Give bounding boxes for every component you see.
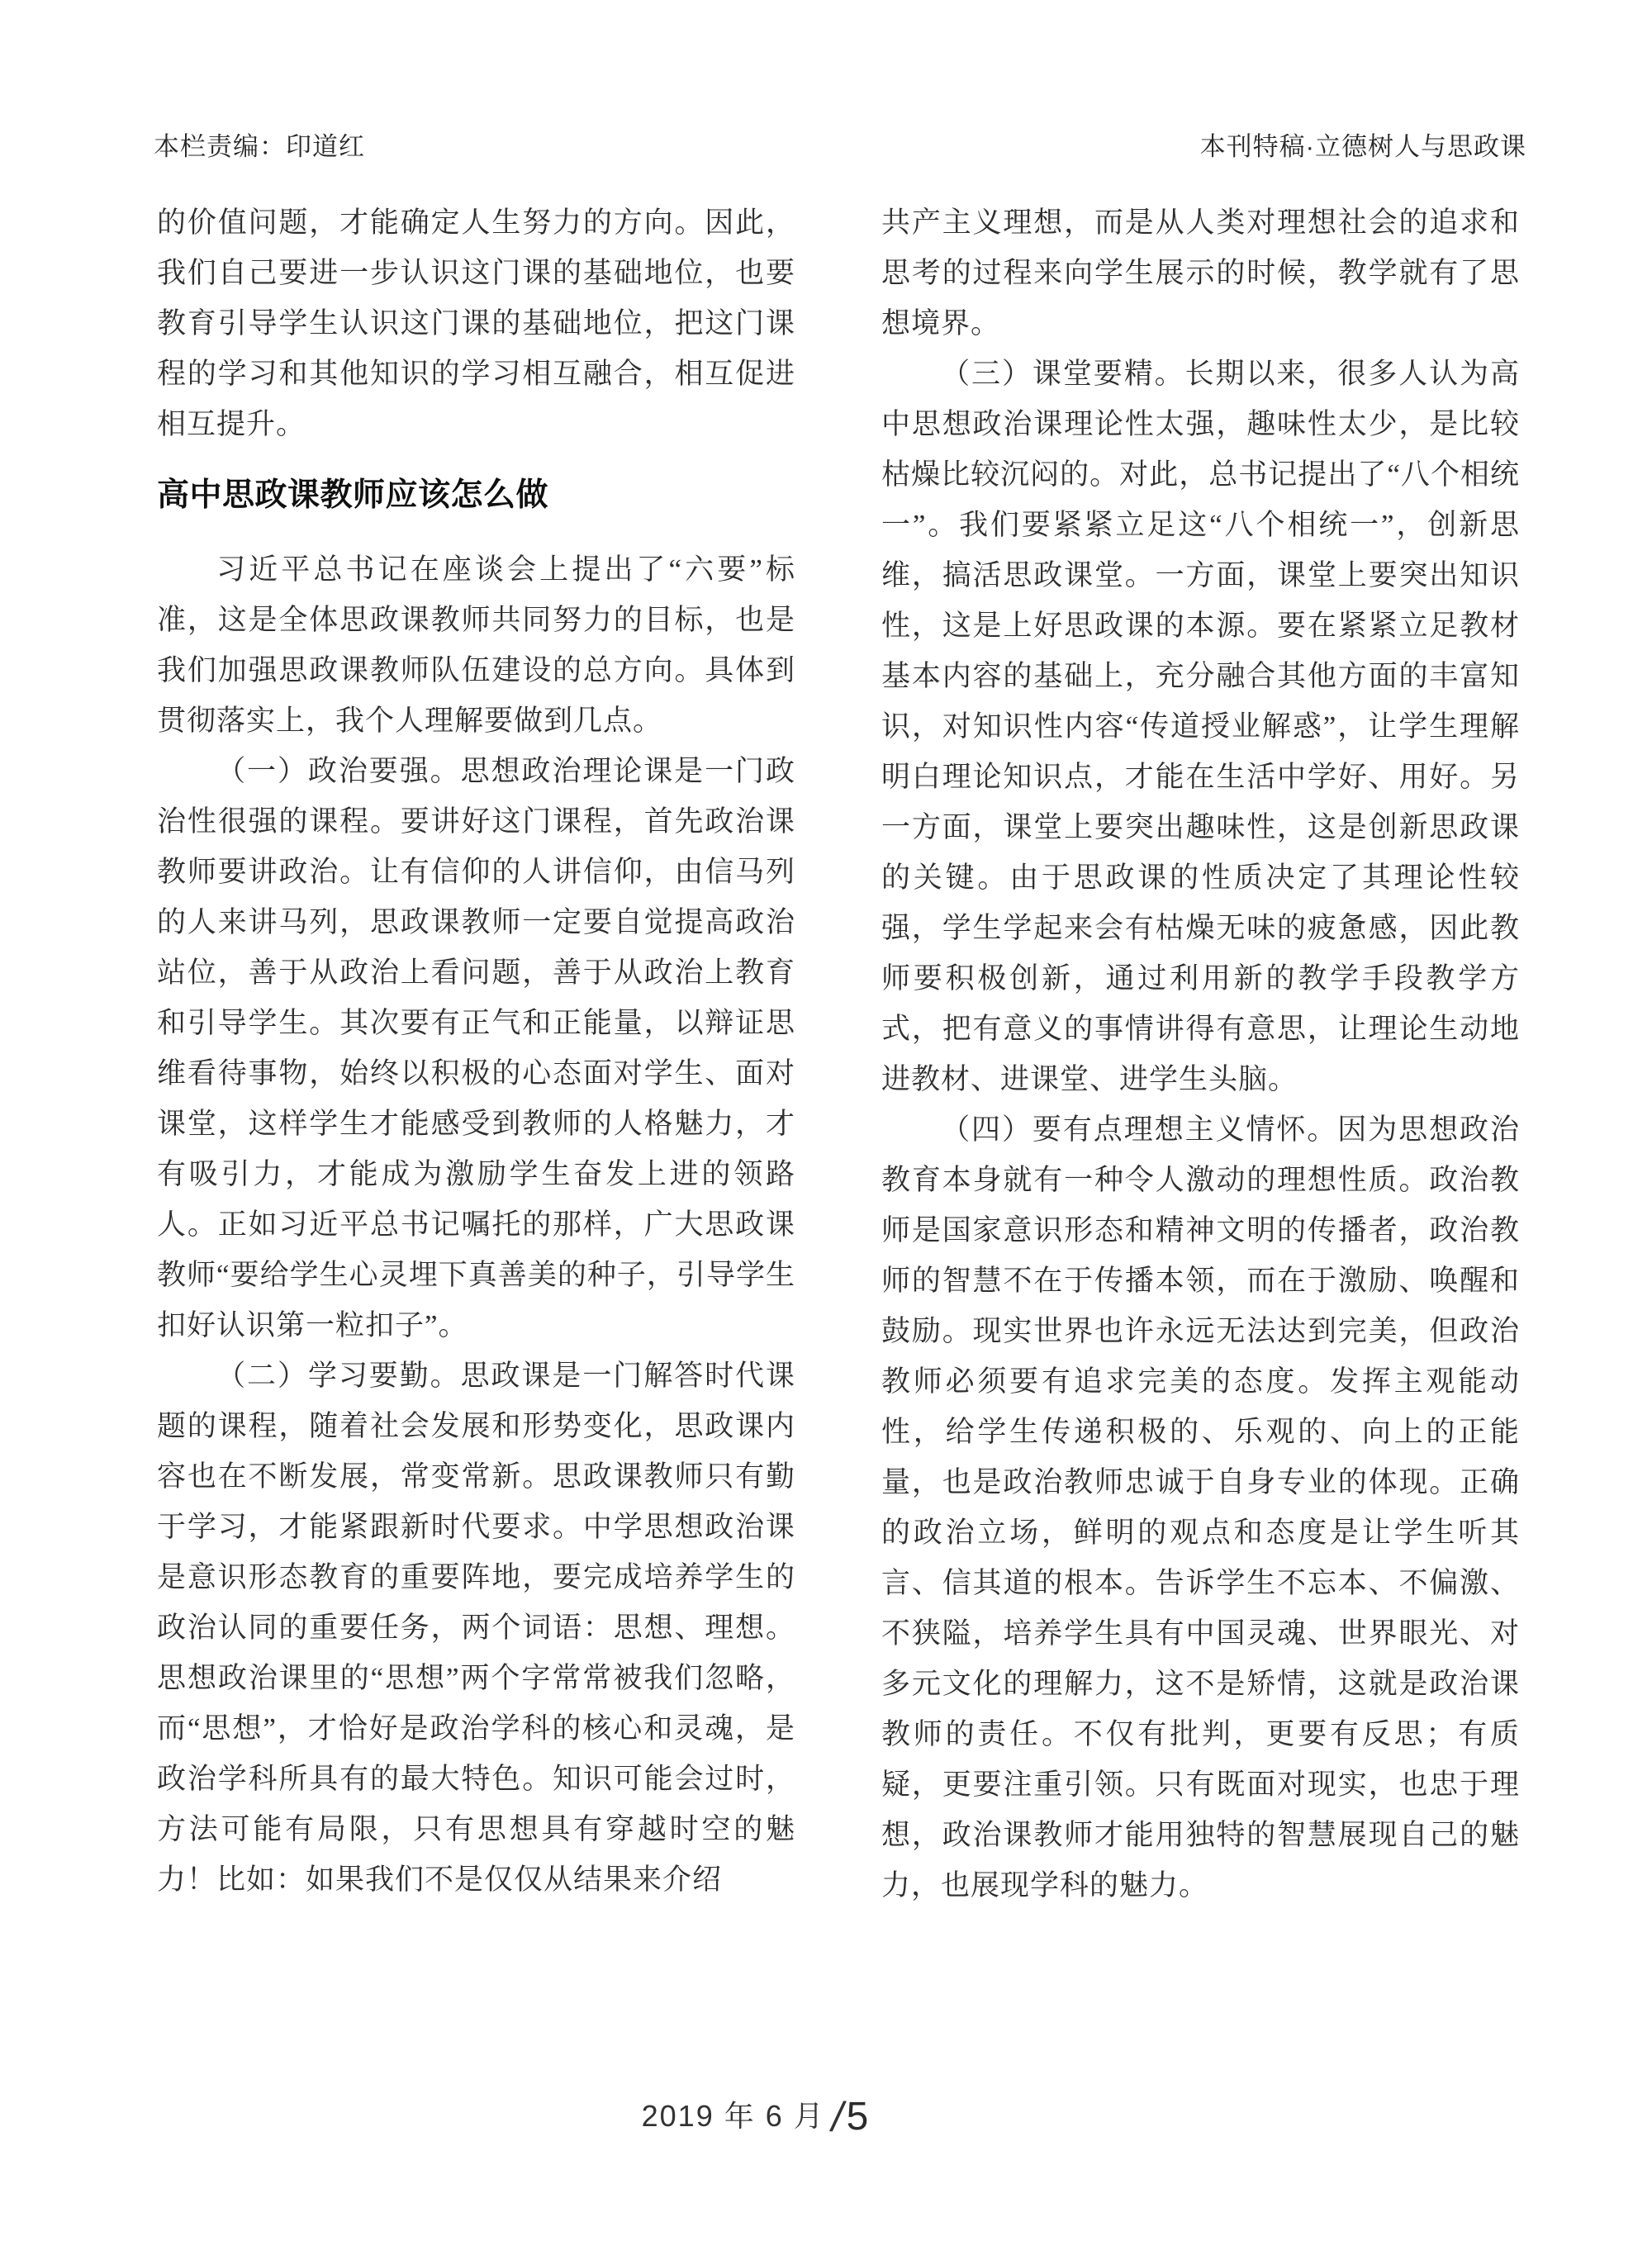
page-number: 5 (846, 2095, 871, 2139)
paragraph-overview: 习近平总书记在座谈会上提出了“六要”标准，这是全体思政课教师共同努力的目标，也是我们加强思政课教师队伍建设的总方向。具体到贯彻落实上，我个人理解要做到几点。 (157, 553, 795, 737)
folio-slash: / (831, 2094, 845, 2140)
page-footer (0, 2093, 1512, 2141)
section-heading: 高中思政课教师应该怎么做 (157, 477, 549, 513)
right-column (881, 197, 1520, 1911)
paragraph-point-four: （四）要有点理想主义情怀。因为思想政治教育本身就有一种令人激动的理想性质。政治教师是国家意识形态和精神文明的传播者，政治教师的智慧不在于传播本领，而在于激励、唤醒和鼓励。现实世界也许永远无法达到完美，但政治教师必须要有追求完美的态度。发挥主观能动性，给学生传递积极的、乐观的、向上的正能量，也是政治教师忠诚于自身专业的体现。正确的政治立场，鲜明的观点和态度是让学生听其言、信其道的根本。告诉学生不忘本、不偏激、不狭隘，培养学生具有中国灵魂、世界眼光、对多元文化的理解力，这不是矫情，这就是政治课教师的责任。不仅有批判，更要有反思；有质疑，更要注重引领。只有既面对现实，也忠于理想，政治课教师才能用独特的智慧展现自己的魅力，也展现学科的魅力。 (881, 1113, 1520, 1902)
column-editor-credit: 本栏责编：印道红 (154, 132, 365, 161)
issue-date: 2019 年 6 月 (641, 2099, 825, 2133)
page-header (154, 126, 1526, 163)
journal-section-label: 本刊特稿·立德树人与思政课 (1199, 132, 1526, 161)
paragraph-point-one: （一）政治要强。思想政治理论课是一门政治性很强的课程。要讲好这门课程，首先政治课教师要讲政治。让有信仰的人讲信仰，由信马列的人来讲马列，思政课教师一定要自觉提高政治站位，善于从政治上看问题，善于从政治上教育和引导学生。其次要有正气和正能量，以辩证思维看待事物，始终以积极的心态面对学生、面对课堂，这样学生才能感受到教师的人格魅力，才有吸引力，才能成为激励学生奋发上进的领路人。正如习近平总书记嘱托的那样，广大思政课教师“要给学生心灵埋下真善美的种子，引导学生扣好认识第一粒扣子”。 (157, 755, 795, 1341)
article-body (157, 197, 1520, 1911)
paragraph-point-three: （三）课堂要精。长期以来，很多人认为高中思想政治课理论性太强，趣味性太少，是比较枯燥比较沉闷的。对此，总书记提出了“八个相统一”。我们要紧紧立足这“八个相统一”，创新思维，搞活思政课堂。一方面，课堂上要突出知识性，这是上好思政课的本源。要在紧紧立足教材基本内容的基础上，充分融合其他方面的丰富知识，对知识性内容“传道授业解惑”，让学生理解明白理论知识点，才能在生活中学好、用好。另一方面，课堂上要突出趣味性，这是创新思政课的关键。由于思政课的性质决定了其理论性较强，学生学起来会有枯燥无味的疲惫感，因此教师要积极创新，通过利用新的教学手段教学方式，把有意义的事情讲得有意思，让理论生动地进教材、进课堂、进学生头脑。 (881, 358, 1520, 1095)
paragraph-point-two-end: 共产主义理想，而是从人类对理想社会的追求和思考的过程来向学生展示的时候，教学就有了思想境界。 (881, 207, 1520, 339)
paragraph-intro-continuation: 的价值问题，才能确定人生努力的方向。因此，我们自己要进一步认识这门课的基础地位，也要教育引导学生认识这门课的基础地位，把这门课程的学习和其他知识的学习相互融合，相互促进相互提升。 (157, 207, 795, 440)
paragraph-point-two-start: （二）学习要勤。思政课是一门解答时代课题的课程，随着社会发展和形势变化，思政课内容也在不断发展，常变常新。思政课教师只有勤于学习，才能紧跟新时代要求。中学思想政治课是意识形态教育的重要阵地，要完成培养学生的政治认同的重要任务，两个词语：思想、理想。思想政治课里的“思想”两个字常常被我们忽略，而“思想”，才恰好是政治学科的核心和灵魂，是政治学科所具有的最大特色。知识可能会过时，方法可能有局限，只有思想具有穿越时空的魅力！比如：如果我们不是仅仅从结果来介绍 (157, 1360, 795, 1896)
left-column (157, 197, 795, 1911)
